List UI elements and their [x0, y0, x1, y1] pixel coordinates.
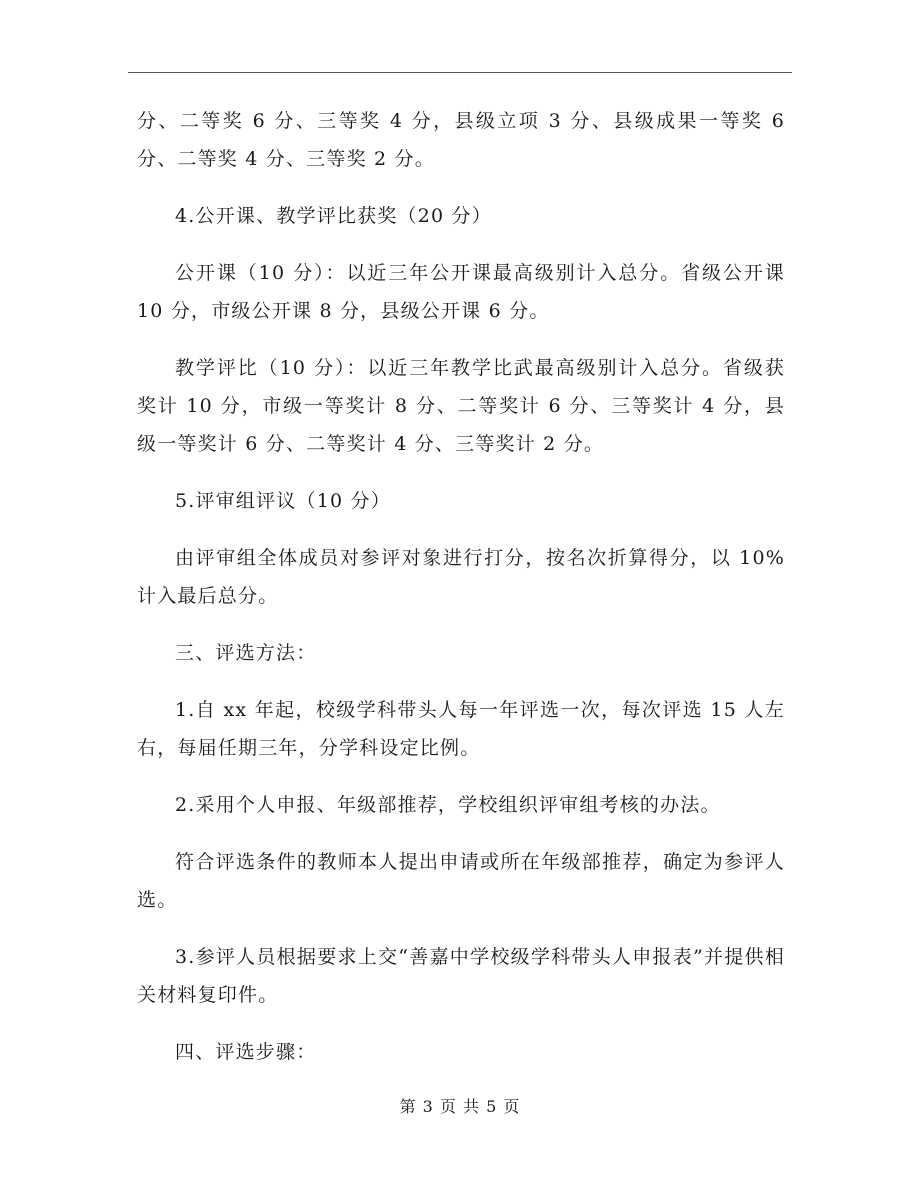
page-footer [0, 1095, 920, 1119]
section-selection-method-heading: 三、评选方法： [175, 642, 317, 664]
paragraph-method-2: 2.采用个人申报、年级部推荐，学校组织评审组考核的办法。 [175, 794, 721, 816]
paragraph-teaching-contest: 教学评比（10 分）：以近三年教学比武最高级别计入总分。省级获奖计 10 分，市级一等奖计 8 分、二等奖计 6 分、三等奖计 4 分，县级一等奖计 6 分、二等奖计 4 分、三等奖计 2 分。 [137, 357, 785, 455]
paragraph-method-3: 3.参评人员根据要求上交“善嘉中学校级学科带头人申报表”并提供相关材料复印件。 [137, 946, 785, 1006]
page-number-label: 第 3 页 共 5 页 [399, 1097, 521, 1116]
paragraph-panel-review: 由评审组全体成员对参评对象进行打分，按名次折算得分，以 10%计入最后总分。 [137, 547, 785, 607]
section-panel-review-heading: 5.评审组评议（10 分） [175, 490, 391, 512]
paragraph-method-1: 1.自 xx 年起，校级学科带头人每一年评选一次，每次评选 15 人左右，每届任期三年，分学科设定比例。 [137, 699, 785, 759]
paragraph-method-2-detail: 符合评选条件的教师本人提出申请或所在年级部推荐，确定为参评人选。 [137, 851, 785, 911]
document-body [137, 102, 785, 1090]
paragraph-scoring-continued: 分、二等奖 6 分、三等奖 4 分，县级立项 3 分、县级成果一等奖 6 分、二等奖 4 分、三等奖 2 分。 [137, 110, 785, 170]
section-selection-steps-heading: 四、评选步骤： [175, 1041, 317, 1063]
section-open-class-heading: 4.公开课、教学评比获奖（20 分） [175, 205, 492, 227]
paragraph-open-class: 公开课（10 分）：以近三年公开课最高级别计入总分。省级公开课 10 分，市级公开课 8 分，县级公开课 6 分。 [137, 262, 785, 322]
header-rule [128, 72, 792, 73]
